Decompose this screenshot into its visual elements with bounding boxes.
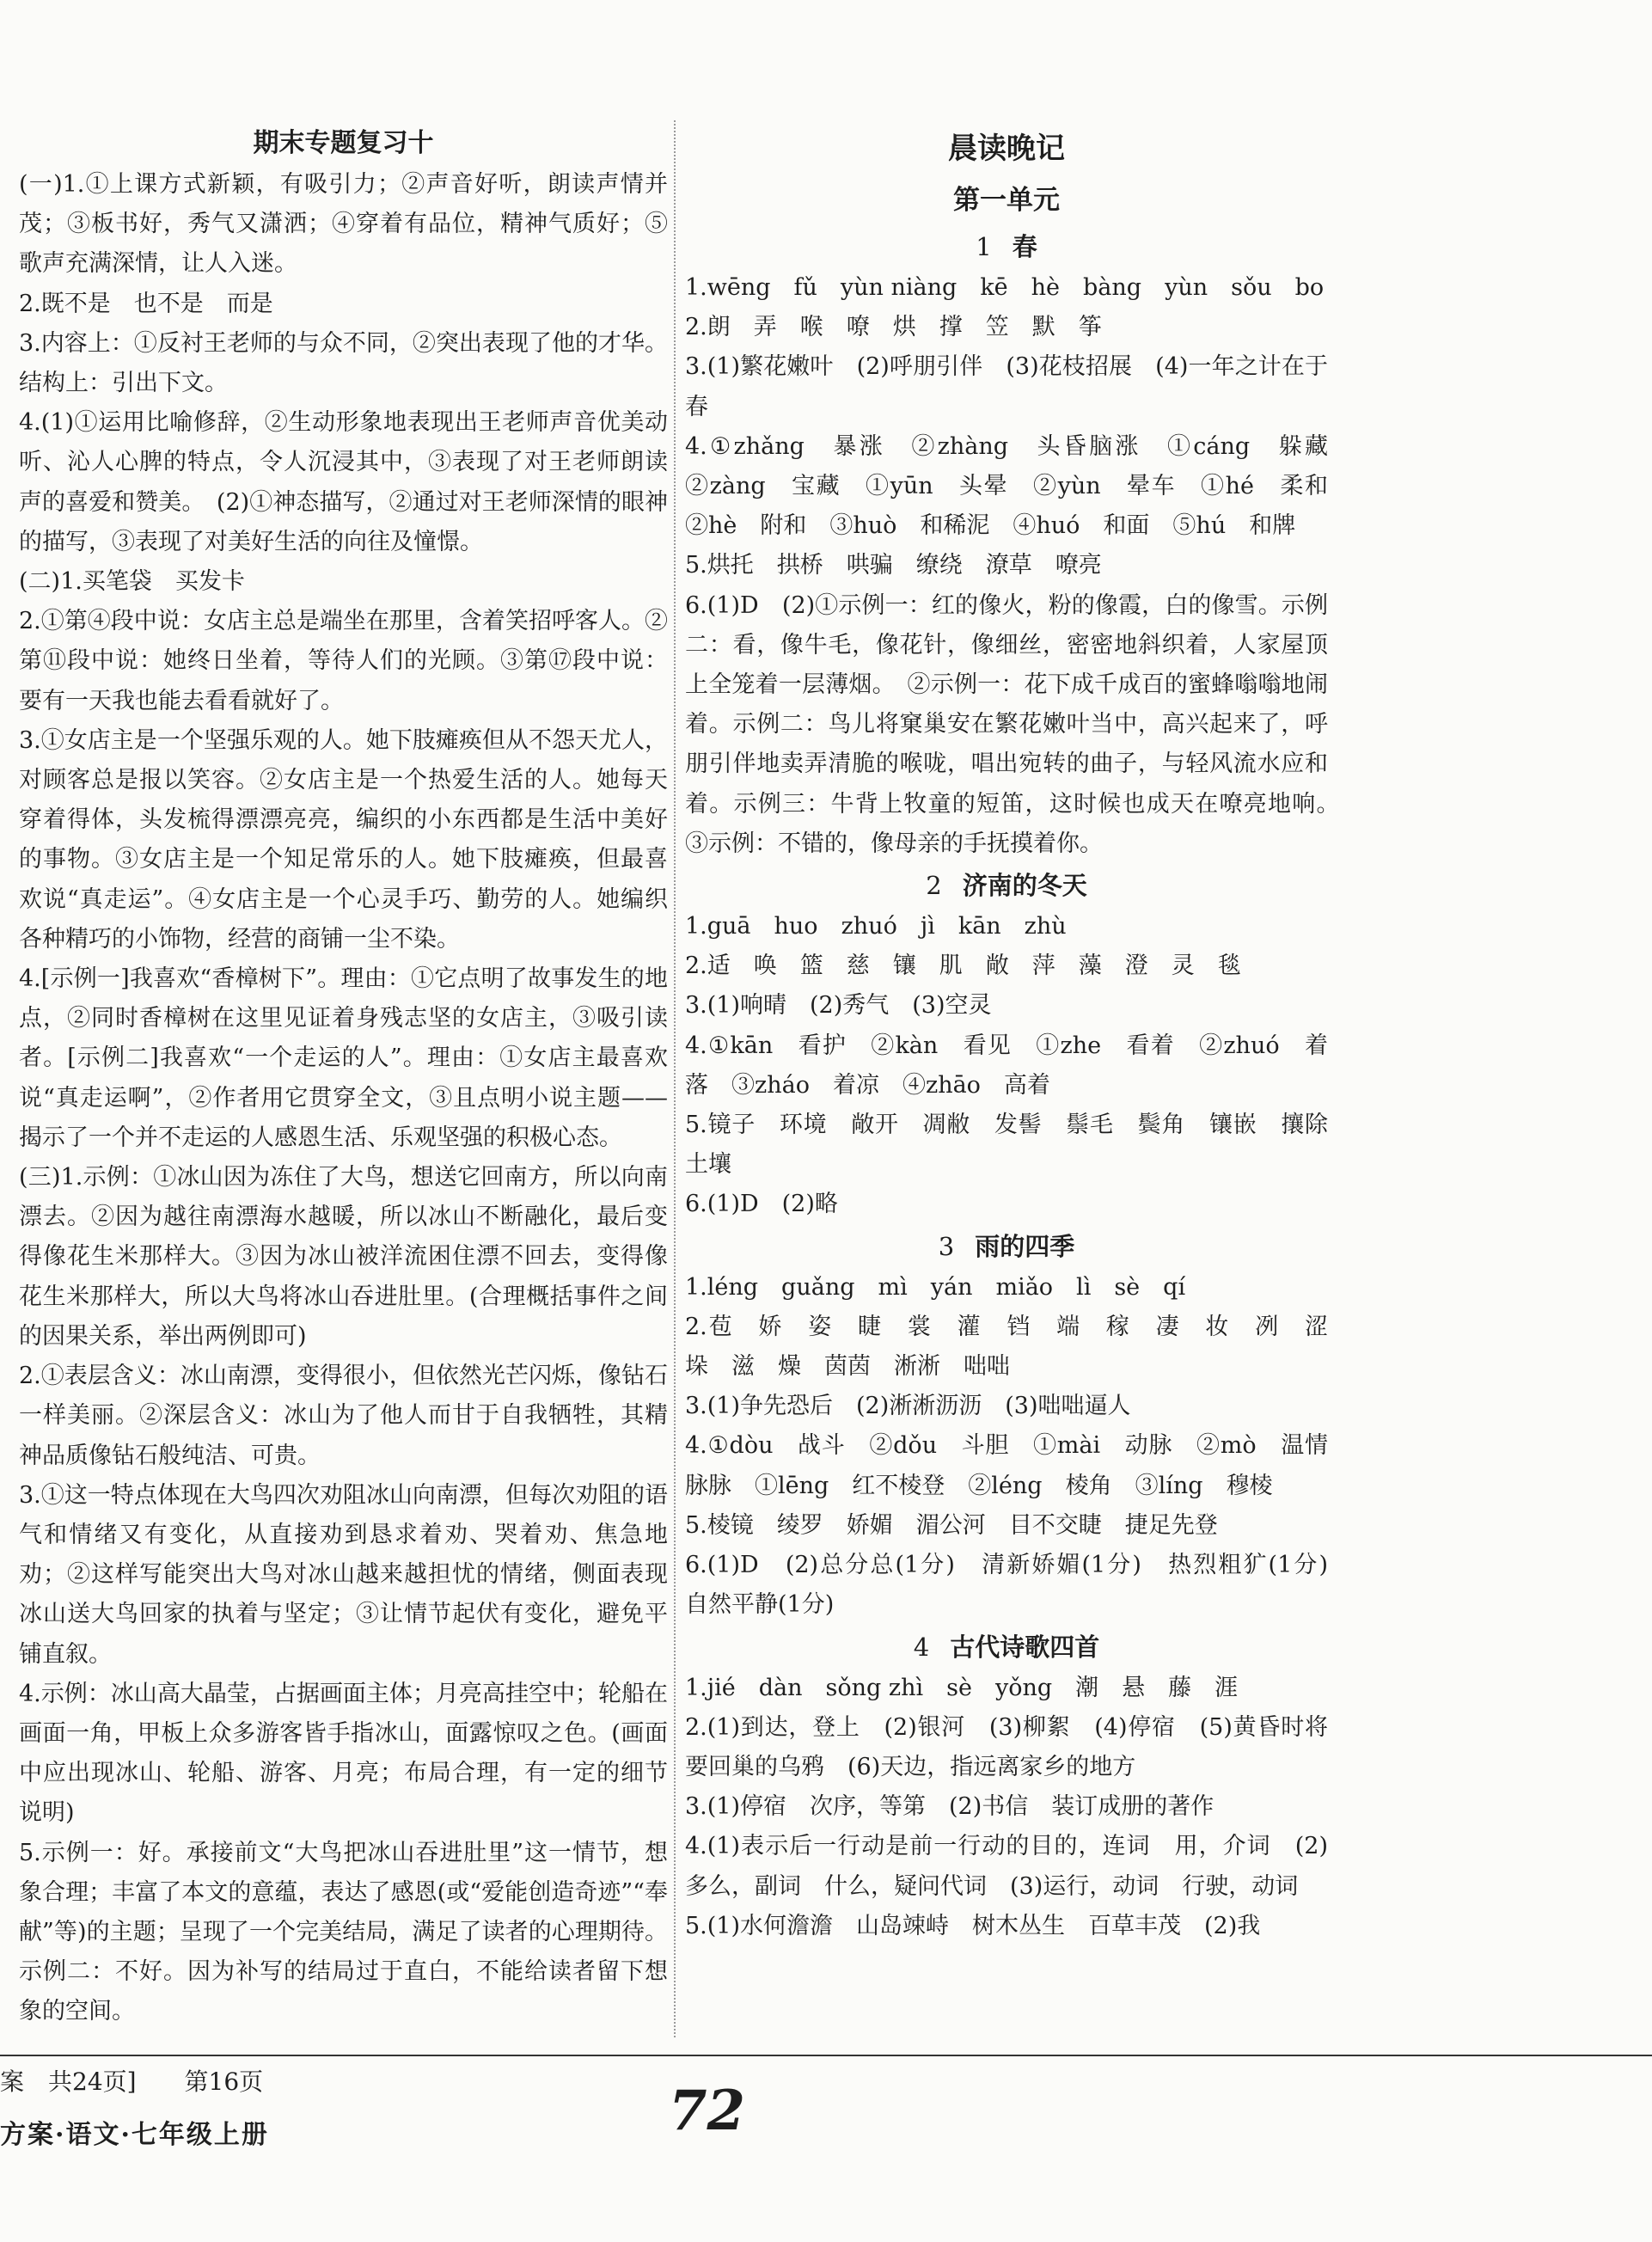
answer-paragraph: 2.既不是 也不是 而是 (19, 290, 273, 317)
answer-paragraph: 4.(1)表示后一行动是前一行动的目的，连词 用，介词 (2)多么，副词 什么，疑问代词 (3)运行，动词 行驶，动词 (685, 1833, 1328, 1900)
answer-paragraph: 1.léng guǎng mì yán miǎo lì sè qí (685, 1273, 1186, 1301)
footer-rule (0, 2055, 1652, 2056)
section-title: 期末专题复习十 (253, 128, 434, 158)
lesson-heading (685, 1626, 1328, 1669)
answer-paragraph: 5.示例一：好。承接前文“大鸟把冰山吞进肚里”这一情节，想象合理；丰富了本文的意蕴，表达了感恩(或“爱能创造奇迹”“奉献”等)的主题；呈现了一个完美结局，满足了读者的心理期待。示例二：不好。因为补写的结局过于直白，不能给读者留下想象的空间。 (19, 1839, 668, 2025)
answer-paragraph: 1.jié dàn sǒng zhì sè yǒng 潮 悬 藤 涯 (685, 1674, 1239, 1701)
section-title: 晨读晚记 (948, 132, 1065, 166)
answer-paragraph: 1.wēng fǔ yùn niàng kē hè bàng yùn sǒu bo (685, 274, 1325, 301)
answer-paragraph: 3.内容上：①反衬王老师的与众不同，②突出表现了他的才华。结构上：引出下文。 (19, 329, 668, 397)
answer-paragraph: 2.苞 娇 姿 睫 裳 灌 铛 端 稼 凄 妆 冽 涩 垛 滋 燥 茵茵 淅淅 咄咄 (685, 1313, 1351, 1381)
answer-paragraph: 5.(1)水何澹澹 山岛竦峙 树木丛生 百草丰茂 (2)我 (685, 1912, 1261, 1939)
answer-paragraph: 4.①zhǎng 暴涨 ②zhàng 头昏脑涨 ①cáng 躲藏 ②zàng 宝藏 ①yūn 头晕 ②yùn 晕车 ①hé 柔和 ②hè 附和 ③huò 和稀泥 ④huó 和面 ⑤hú 和牌 (685, 432, 1351, 540)
lesson-name: 雨的四季 (975, 1231, 1075, 1261)
page-count-label: 案 共24页] 第16页 (0, 2067, 264, 2096)
answer-paragraph: 4.(1)①运用比喻修辞，②生动形象地表现出王老师声音优美动听、沁人心脾的特点，令人沉浸其中，③表现了对王老师朗读声的喜爱和赞美。 (2)①神态描写，②通过对王老师深情的眼神的描写，③表现了对美好生活的向往及憧憬。 (19, 409, 668, 555)
answer-paragraph: 3.①这一特点体现在大鸟四次劝阻冰山向南漂，但每次劝阻的语气和情绪又有变化，从直接劝到恳求着劝、哭着劝、焦急地劝；②这样写能突出大鸟对冰山越来越担忧的情绪，侧面表现冰山送大鸟回家的执着与坚定；③让情节起伏有变化，避免平铺直叙。 (19, 1481, 668, 1668)
answer-paragraph: 1.guā huo zhuó jì kān zhù (685, 913, 1067, 940)
answer-paragraph: 4.①kān 看护 ②kàn 看见 ①zhe 看着 ②zhuó 着落 ③zháo 着凉 ④zhāo 高着 (685, 1032, 1328, 1099)
answer-paragraph: (三)1.示例：①冰山因为冻住了大鸟，想送它回南方，所以向南漂去。②因为越往南漂海水越暖，所以冰山不断融化，最后变得像花生米那样大。③因为冰山被洋流困住漂不回去，变得像花生米那样大，所以大鸟将冰山吞进肚里。(合理概括事件之间的因果关系，举出两例即可) (19, 1164, 668, 1350)
lesson-number: 4 (913, 1632, 930, 1662)
answer-paragraph: (二)1.买笔袋 买发卡 (19, 568, 245, 596)
answer-paragraph: 6.(1)D (2)略 (685, 1191, 838, 1218)
book-title: 方案·语文·七年级上册 (0, 2120, 269, 2150)
answer-paragraph: 2.(1)到达，登上 (2)银河 (3)柳絮 (4)停宿 (5)黄昏时将要回巢的乌鸦 (6)天边，指远离家乡的地方 (685, 1713, 1328, 1780)
answer-paragraph: 3.(1)响晴 (2)秀气 (3)空灵 (685, 992, 992, 1020)
answer-paragraph: 6.(1)D (2)①示例一：红的像火，粉的像霞，白的像雪。示例二：看，像牛毛，像花针，像细丝，密密地斜织着，人家屋顶上全笼着一层薄烟。 ②示例一：花下成千成百的蜜蜂嗡嗡地闹着。示例二：鸟儿将窠巢安在繁花嫩叶当中，高兴起来了，呼朋引伴地卖弄清脆的喉咙，唱出宛转的曲子，与轻风流水应和着。示例三：牛背上牧童的短笛，这时候也成天在嘹亮地响。 ③示例：不错的，像母亲的手抚摸着你。 (685, 591, 1351, 857)
answer-paragraph: 4.示例：冰山高大晶莹，占据画面主体；月亮高挂空中；轮船在画面一角，甲板上众多游客皆手指冰山，面露惊叹之色。(画面中应出现冰山、轮船、游客、月亮；布局合理，有一定的细节说明) (19, 1680, 668, 1827)
lesson-name: 春 (1012, 232, 1037, 261)
lesson-number: 2 (926, 871, 942, 901)
answer-paragraph: 4.①dòu 战斗 ②dǒu 斗胆 ①mài 动脉 ②mò 温情脉脉 ①lēng 红不棱登 ②léng 棱角 ③líng 穆棱 (685, 1432, 1328, 1499)
unit-title: 第一单元 (953, 185, 1060, 216)
lesson-number: 1 (976, 232, 992, 261)
page-number: 72 (669, 2079, 746, 2143)
lesson-number: 3 (938, 1231, 955, 1261)
answer-paragraph: 5.棱镜 绫罗 娇媚 湄公河 目不交睫 捷足先登 (685, 1511, 1218, 1539)
lesson-heading (685, 864, 1328, 907)
answer-paragraph: 5.烘托 拱桥 哄骗 缭绕 潦草 嘹亮 (685, 552, 1102, 579)
answer-paragraph: 3.(1)争先恐后 (2)淅淅沥沥 (3)咄咄逼人 (685, 1393, 1131, 1420)
answer-paragraph: 6.(1)D (2)总分总(1分) 清新娇媚(1分) 热烈粗犷(1分) 自然平静(1分) (685, 1552, 1351, 1619)
right-column (685, 122, 1351, 1946)
lesson-name: 古代诗歌四首 (950, 1632, 1100, 1662)
lesson-heading (685, 1225, 1328, 1268)
answer-paragraph: 3.(1)繁花嫩叶 (2)呼朋引伴 (3)花枝招展 (4)一年之计在于春 (685, 353, 1328, 420)
answer-paragraph: 2.①表层含义：冰山南漂，变得很小，但依然光芒闪烁，像钻石一样美丽。②深层含义：冰山为了他人而甘于自我牺牲，其精神品质像钻石般纯洁、可贵。 (19, 1363, 668, 1469)
column-divider (674, 120, 676, 2037)
left-answers (19, 165, 668, 2032)
lesson-heading (685, 225, 1328, 268)
lesson-name: 济南的冬天 (962, 871, 1087, 901)
answer-paragraph: (一)1.①上课方式新颖，有吸引力；②声音好听，朗读声情并茂；③板书好，秀气又潇洒；④穿着有品位，精神气质好；⑤歌声充满深情，让人入迷。 (19, 171, 668, 278)
answer-paragraph: 2.朗 弄 喉 嘹 烘 撑 笠 默 筝 (685, 314, 1102, 341)
answer-paragraph: 4.[示例一]我喜欢“香樟树下”。理由：①它点明了故事发生的地点，②同时香樟树在这里见证着身残志坚的女店主，③吸引读者。[示例二]我喜欢“一个走运的人”。理由：①女店主最喜欢说“真走运啊”，②作者用它贯穿全文，③且点明小说主题——揭示了一个并不走运的人感恩生活、乐观坚强的积极心态。 (19, 965, 668, 1151)
answer-paragraph: 2.适 唤 篮 慈 镶 肌 敞 萍 藻 澄 灵 毯 (685, 953, 1241, 980)
answer-paragraph: 3.①女店主是一个坚强乐观的人。她下肢瘫痪但从不怨天尤人，对顾客总是报以笑容。②女店主是一个热爱生活的人。她每天穿着得体，头发梳得漂漂亮亮，编织的小东西都是生活中美好的事物。③女店主是一个知足常乐的人。她下肢瘫痪，但最喜欢说“真走运”。④女店主是一个心灵手巧、勤劳的人。她编织各种精巧的小饰物，经营的商铺一尘不染。 (19, 726, 668, 953)
answer-paragraph: 3.(1)停宿 次序，等第 (2)书信 装订成册的著作 (685, 1793, 1215, 1821)
left-column (19, 122, 668, 2032)
answer-paragraph: 5.镜子 环境 敞开 凋敝 发髻 鬃毛 鬓角 镶嵌 攘除 土壤 (685, 1112, 1351, 1179)
answer-paragraph: 2.①第④段中说：女店主总是端坐在那里，含着笑招呼客人。②第⑪段中说：她终日坐着，等待人们的光顾。③第⑰段中说：要有一天我也能去看看就好了。 (19, 608, 668, 714)
